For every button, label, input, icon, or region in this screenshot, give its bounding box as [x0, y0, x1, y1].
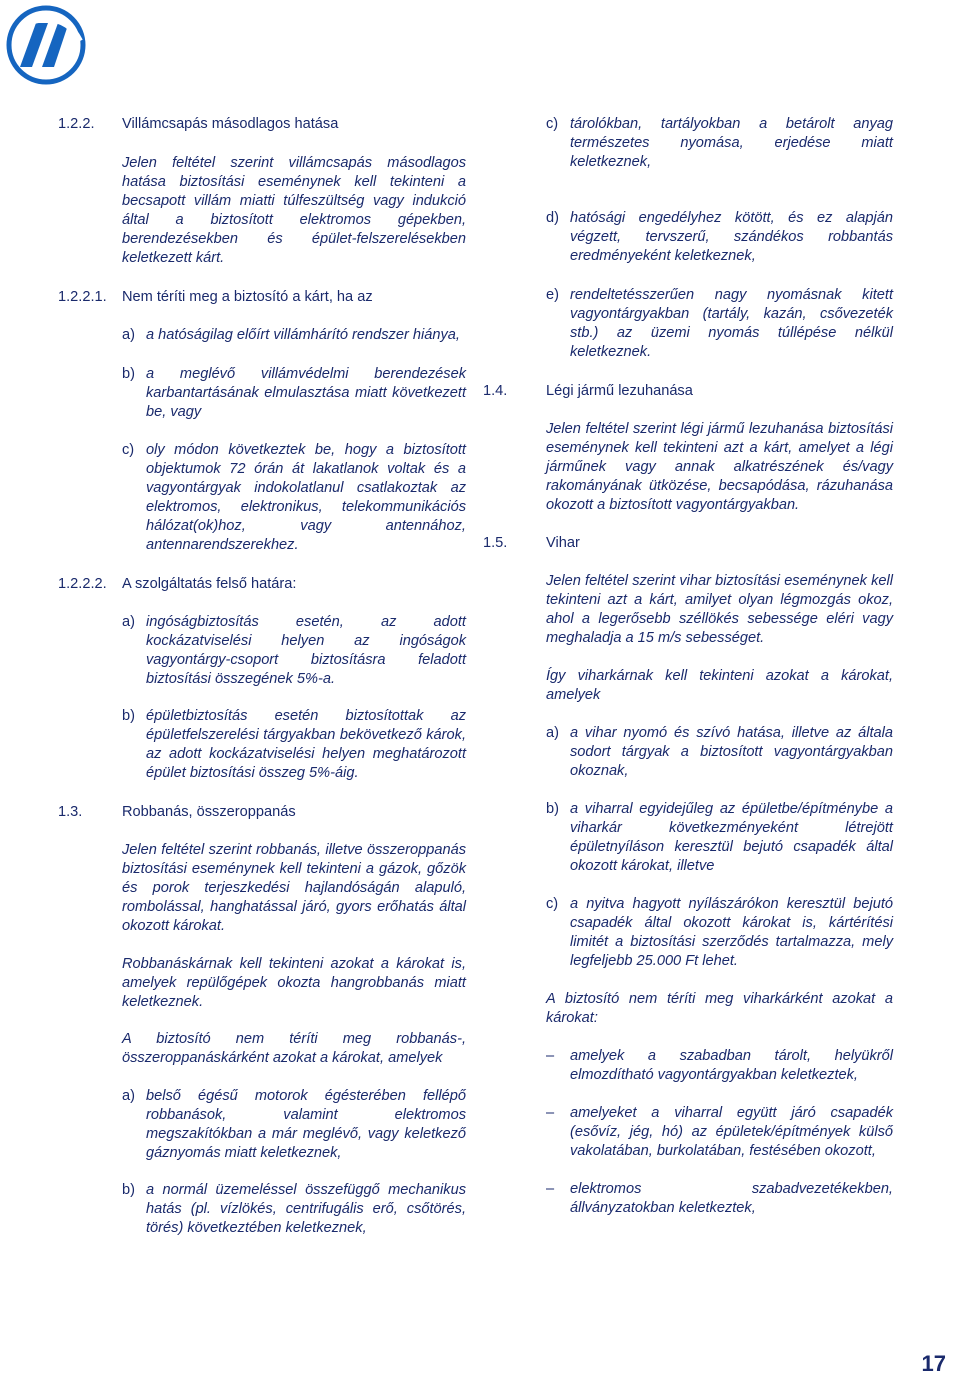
list-item: [58, 441, 466, 555]
list-text: a nyitva hagyott nyílászárókon keresztül bejutó csapadék által okozott károkat is, kártérítési limitét a biztosítási szerződés tartalmazza, mely legfeljebb 25.000 Ft lehet.: [570, 896, 893, 969]
list-item: [483, 1047, 893, 1085]
list-item: [58, 365, 466, 422]
section-number: 1.2.2.2.: [58, 576, 107, 592]
section-title: Villámcsapás másodlagos hatása: [122, 116, 339, 132]
list-label: c): [122, 442, 135, 458]
list-text: belső égésű motorok égésterében fellépő robbanások, valamint elektromos megszakítókban a már meglévő, vagy keletkező gáznyomás miatt keletkeznek,: [146, 1088, 466, 1161]
list-text: tárolókban, tartályokban a betárolt anyag természetes nyomása, erjedése miatt keletkeznek,: [570, 116, 893, 170]
list-item: [58, 1181, 466, 1238]
section-title: Nem téríti meg a biztosító a kárt, ha az: [122, 289, 373, 305]
right-column: [483, 115, 893, 1218]
section-number: 1.4.: [483, 383, 508, 399]
company-logo-icon: [6, 5, 86, 85]
list-dash: –: [546, 1048, 555, 1064]
section-1-2-2-1-heading: [58, 288, 466, 307]
list-label: e): [546, 287, 559, 303]
section-1-3-heading: [58, 803, 466, 822]
list-text: elektromos szabadvezetékekben, állványzatokban keletkeztek,: [570, 1181, 893, 1216]
list-text: a vihar nyomó és szívó hatása, illetve az általa sodort tárgyak a biztosított vagyontárgyakban okoznak,: [570, 725, 893, 779]
list-label: a): [122, 327, 135, 343]
list-label: c): [546, 116, 559, 132]
list-text: a viharral egyidejűleg az épületbe/építménybe a viharkár következményeként létrejött épületnyíláson keresztül bejutó csapadék által okozott károkat, illetve: [570, 801, 893, 874]
list-dash: –: [546, 1181, 555, 1197]
list-item: [483, 1180, 893, 1218]
list-item: [58, 613, 466, 689]
section-number: 1.5.: [483, 535, 508, 551]
list-text: a normál üzemeléssel összefüggő mechanikus hatás (pl. vízlökés, centrifugális erő, csőtörés, törés) következtében keletkeznek,: [146, 1182, 466, 1236]
list-item: [483, 209, 893, 266]
section-number: 1.2.2.: [58, 116, 95, 132]
section-1-5-heading: [483, 534, 893, 553]
list-label: a): [122, 1088, 135, 1104]
list-item: [483, 724, 893, 781]
list-item: [58, 707, 466, 783]
list-item: [483, 286, 893, 362]
list-label: b): [546, 801, 559, 817]
section-title: Légi jármű lezuhanása: [546, 383, 693, 399]
section-title: Vihar: [546, 535, 580, 551]
list-text: oly módon következtek be, hogy a biztosított objektumok 72 órán át lakatlanok voltak és a vagyontárgyak indokolatlanul csatlakoztak az elektromos, elektronikus, telekommunikációs hálózat(ok)hoz, vagy antennához, antennarendszerekhez.: [146, 442, 466, 553]
section-1-2-2-heading: [58, 115, 466, 134]
list-label: d): [546, 210, 559, 226]
list-text: rendeltetésszerűen nagy nyomásnak kitett vagyontárgyakban (tartály, kazán, csővezeték stb.) az üzemi nyomás túllépése nélkül keletkeznek.: [570, 287, 893, 360]
section-1-5-paragraph-1: Jelen feltétel szerint vihar biztosítási eseménynek kell tekinteni azt a kárt, amilyet olyan légmozgás okoz, ahol a legerősebb széllökés sebessége eléri vagy meghaladja a 15 m/s sebességet.: [546, 573, 893, 646]
section-title: A szolgáltatás felső határa:: [122, 576, 297, 592]
list-label: b): [122, 1182, 135, 1198]
list-item: [483, 1104, 893, 1161]
list-item: [483, 895, 893, 971]
list-label: a): [122, 614, 135, 630]
section-number: 1.2.2.1.: [58, 289, 107, 305]
section-1-5-paragraph-3: A biztosító nem téríti meg viharkárként azokat a károkat:: [546, 991, 893, 1026]
section-title: Robbanás, összeroppanás: [122, 804, 296, 820]
section-1-4-heading: [483, 382, 893, 401]
list-label: c): [546, 896, 559, 912]
list-text: ingóságbiztosítás esetén, az adott kockázatviselési helyen az ingóságok vagyontárgy-csoport biztosításra feladott biztosítási összegének 5%-a.: [146, 614, 466, 687]
section-number: 1.3.: [58, 804, 83, 820]
list-item: [58, 1087, 466, 1163]
list-label: b): [122, 366, 135, 382]
list-text: épületbiztosítás esetén biztosítottak az épületfelszerelési tárgyakban bekövetkező károk, az adott kockázatviselési helyen meghatározott épület biztosítási összeg 5%-áig.: [146, 708, 466, 781]
list-item: [58, 326, 466, 345]
section-1-3-paragraph-1: Jelen feltétel szerint robbanás, illetve összeroppanás biztosítási eseménynek kell tekinteni a gázok, gőzök és porok terjeszkedési hajlandóságán alapuló, rombolással, hanghatással járó, gyors erőhatás által okozott károkat.: [122, 842, 466, 934]
list-label: a): [546, 725, 559, 741]
list-text: amelyek a szabadban tárolt, helyükről elmozdítható vagyontárgyakban keletkeztek,: [570, 1048, 893, 1083]
list-text: a hatóságilag előírt villámhárító rendszer hiánya,: [146, 327, 460, 343]
section-1-3-paragraph-2: Robbanáskárnak kell tekinteni azokat a károkat is, amelyek repülőgépek okozta hangrobbanás miatt keletkeznek.: [122, 956, 466, 1010]
list-item: [483, 115, 893, 172]
section-1-2-2-2-heading: [58, 575, 466, 594]
section-1-5-paragraph-2: Így viharkárnak kell tekinteni azokat a károkat, amelyek: [546, 668, 893, 703]
left-column: [58, 115, 466, 1238]
section-1-4-body: Jelen feltétel szerint légi jármű lezuhanása biztosítási eseménynek kell tekinteni azt a kárt, amelyet a légi járműnek vagy annak alkatrészének és/vagy rakományának ütközése, becsapódása, rázuhanása okozott a biztosított vagyontárgyakban.: [546, 421, 893, 513]
list-label: b): [122, 708, 135, 724]
list-dash: –: [546, 1105, 555, 1121]
list-text: hatósági engedélyhez kötött, és ez alapján végzett, tervszerű, szándékos robbantás eredményeként keletkeznek,: [570, 210, 893, 264]
list-item: [483, 800, 893, 876]
section-1-3-paragraph-3: A biztosító nem téríti meg robbanás-, összeroppanáskárként azokat a károkat, amelyek: [122, 1031, 466, 1066]
section-1-2-2-body: Jelen feltétel szerint villámcsapás másodlagos hatása biztosítási eseménynek kell tekinteni a becsapott villám miatti túlfeszültség vagy indukció által a biztosított elektromos gépekben, berendezésekben és épület-felszerelésekben keletkezett kárt.: [122, 155, 466, 266]
page-number: 17: [921, 1351, 946, 1376]
list-text: a meglévő villámvédelmi berendezések karbantartásának elmulasztása miatt következett be, vagy: [146, 366, 466, 420]
list-text: amelyeket a viharral együtt járó csapadék (esővíz, jég, hó) az épületek/építmények külső vakolatában, burkolatában, festésében okozott,: [570, 1105, 893, 1159]
